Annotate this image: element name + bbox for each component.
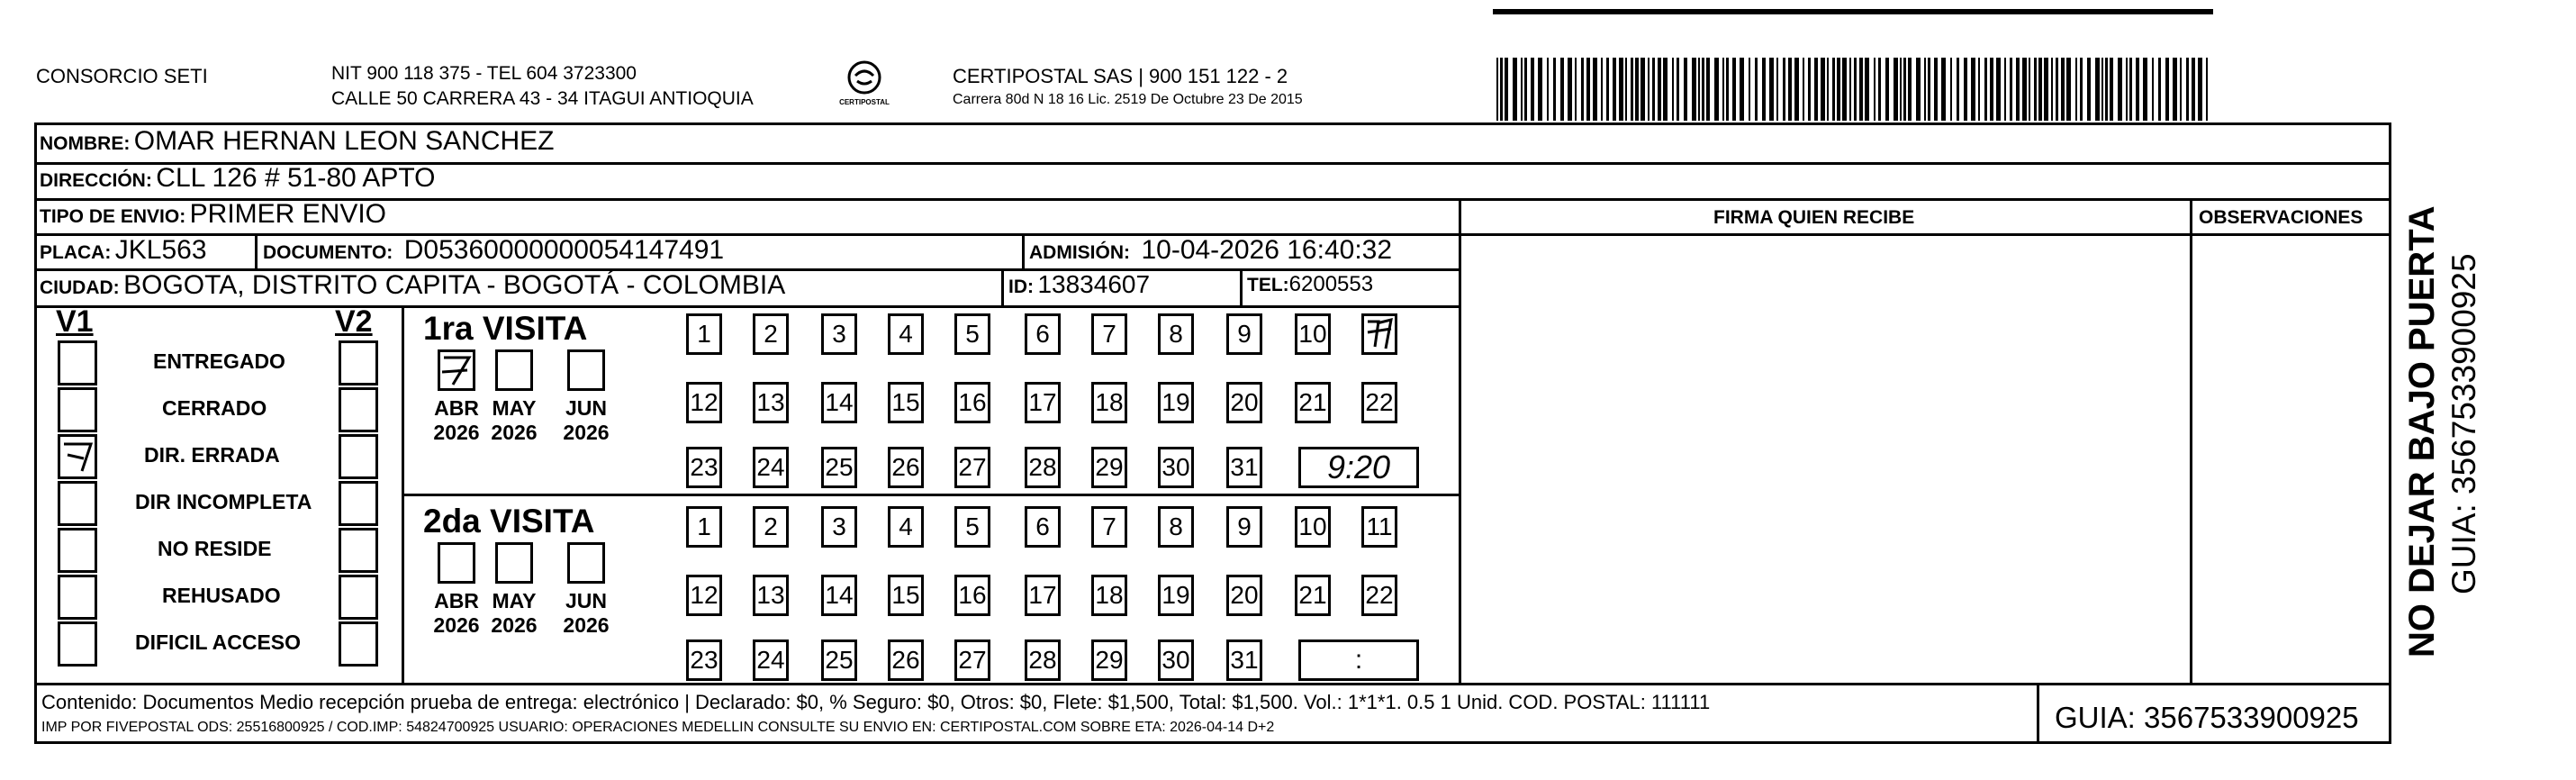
- barcode-bar: [1941, 58, 1946, 121]
- barcode-bar: [2129, 58, 2132, 121]
- barcode-bar: [1885, 58, 1889, 121]
- day-box[interactable]: 7: [1091, 313, 1127, 355]
- month-year: 2026: [563, 421, 610, 444]
- barcode-bar: [1950, 58, 1952, 121]
- barcode-bar: [2126, 58, 2128, 121]
- day-box[interactable]: 8: [1158, 506, 1194, 548]
- barcode-bar: [1553, 58, 1556, 121]
- v2-checkbox[interactable]: [339, 575, 378, 620]
- barcode-bar: [2029, 58, 2030, 121]
- day-box[interactable]: 11: [1361, 506, 1397, 548]
- day-box[interactable]: 20: [1226, 382, 1262, 423]
- barcode-bar: [1500, 58, 1503, 121]
- day-box[interactable]: 27: [954, 447, 990, 488]
- month-label: [555, 396, 618, 445]
- barcode-bar: [1894, 58, 1898, 121]
- month-checkbox[interactable]: [495, 542, 533, 584]
- day-box[interactable]: 26: [888, 639, 924, 681]
- barcode-bar: [1854, 58, 1857, 121]
- month-name: MAY: [492, 589, 537, 612]
- barcode-bar: [1849, 58, 1851, 121]
- barcode-bar: [1652, 58, 1655, 121]
- day-box[interactable]: 14: [821, 575, 857, 616]
- nit-line-1: NIT 900 118 375 - TEL 604 3723300: [331, 63, 637, 84]
- barcode-bar: [1821, 58, 1825, 121]
- barcode-bar: [1755, 58, 1758, 121]
- v1-checkbox[interactable]: [58, 528, 97, 573]
- month-checkbox[interactable]: [567, 349, 605, 391]
- day-box[interactable]: 4: [888, 506, 924, 548]
- v2-checkbox[interactable]: [339, 340, 378, 385]
- day-box[interactable]: 29: [1091, 447, 1127, 488]
- barcode-bar: [1684, 58, 1687, 121]
- month-name: MAY: [492, 396, 537, 420]
- status-option-label: ENTREGADO: [153, 349, 285, 373]
- month-year: 2026: [433, 421, 480, 444]
- second-visit-label: 2da VISITA: [423, 503, 595, 540]
- ciudad-cell: [40, 270, 785, 301]
- status-option-label: CERRADO: [162, 396, 267, 420]
- tel-cell: [1247, 272, 1373, 297]
- barcode-bar: [1496, 58, 1498, 121]
- barcode-bar: [2158, 58, 2161, 121]
- day-box[interactable]: 19: [1158, 382, 1194, 423]
- tel-label: TEL:: [1247, 275, 1289, 295]
- barcode-bar: [1874, 58, 1876, 121]
- day-box[interactable]: 18: [1091, 382, 1127, 423]
- barcode-bar: [1732, 58, 1736, 121]
- barcode-bar: [1631, 58, 1633, 121]
- month-name: ABR: [434, 396, 479, 420]
- day-box[interactable]: 8: [1158, 313, 1194, 355]
- status-option-label: NO RESIDE: [158, 537, 272, 560]
- barcode-bar: [2110, 58, 2113, 121]
- day-box[interactable]: 28: [1025, 447, 1061, 488]
- direccion-label: DIRECCIÓN:: [40, 170, 152, 191]
- barcode-bar: [2087, 58, 2091, 121]
- day-box[interactable]: 3: [821, 313, 857, 355]
- day-box[interactable]: 16: [954, 382, 990, 423]
- month-name: JUN: [565, 589, 607, 612]
- day-box[interactable]: [1361, 313, 1397, 355]
- barcode-bar: [1788, 58, 1792, 121]
- admision-value: 10-04-2026 16:40:32: [1141, 235, 1393, 265]
- admision-cell: [1029, 235, 1392, 266]
- v1-label: V1: [56, 304, 94, 339]
- documento-cell: [263, 235, 724, 266]
- nombre-label: NOMBRE:: [40, 133, 131, 154]
- nit-line-2: CALLE 50 CARRERA 43 - 34 ITAGUI ANTIOQUIA: [331, 88, 754, 109]
- form-frame: [34, 122, 2391, 744]
- firma-label: FIRMA QUIEN RECIBE: [1713, 207, 1915, 228]
- day-box[interactable]: 10: [1295, 506, 1331, 548]
- barcode-bar: [1625, 58, 1627, 121]
- barcode-bar: [2136, 58, 2139, 121]
- barcode-bar: [1658, 58, 1661, 121]
- barcode-bar: [1560, 58, 1564, 121]
- month-name: ABR: [434, 589, 479, 612]
- v2-checkbox[interactable]: [339, 481, 378, 526]
- barcode-bar: [1996, 58, 2001, 121]
- barcode-bar: [2034, 58, 2037, 121]
- v2-checkbox[interactable]: [339, 528, 378, 573]
- direccion-value: CLL 126 # 51-80 APTO: [156, 163, 436, 193]
- day-box[interactable]: 9: [1226, 506, 1262, 548]
- certipostal-line-1: CERTIPOSTAL SAS | 900 151 122 - 2: [953, 65, 1288, 87]
- day-box[interactable]: 26: [888, 447, 924, 488]
- v1-checkbox[interactable]: [58, 340, 97, 385]
- barcode-bar: [2173, 58, 2177, 121]
- barcode-top-line: [1493, 9, 2213, 14]
- barcode-bar: [1859, 58, 1863, 121]
- month-name: JUN: [565, 396, 607, 420]
- day-box[interactable]: 15: [888, 575, 924, 616]
- barcode-bar: [1832, 58, 1835, 121]
- tipo-value: PRIMER ENVIO: [189, 199, 387, 229]
- admision-label: ADMISIÓN:: [1029, 242, 1130, 263]
- documento-label: DOCUMENTO:: [263, 242, 393, 263]
- day-box[interactable]: 4: [888, 313, 924, 355]
- day-box[interactable]: 17: [1025, 382, 1061, 423]
- ciudad-label: CIUDAD:: [40, 277, 120, 298]
- barcode-bar: [1908, 58, 1912, 121]
- logo-text: CERTIPOSTAL: [839, 98, 890, 106]
- month-year: 2026: [433, 613, 480, 637]
- barcode-bar: [2080, 58, 2083, 121]
- day-box[interactable]: 31: [1226, 639, 1262, 681]
- barcode-bar: [1865, 58, 1869, 121]
- barcode-bar: [2016, 58, 2020, 121]
- barcode-bar: [1635, 58, 1639, 121]
- barcode-bar: [1677, 58, 1679, 121]
- day-box[interactable]: 28: [1025, 639, 1061, 681]
- barcode-bar: [1601, 58, 1603, 121]
- barcode-bar: [2198, 58, 2202, 121]
- barcode-bar: [1903, 58, 1906, 121]
- day-box[interactable]: 24: [753, 639, 789, 681]
- v1-checkbox[interactable]: [58, 621, 97, 667]
- barcode-bar: [1803, 58, 1804, 121]
- day-box[interactable]: 24: [753, 447, 789, 488]
- v1-checkbox[interactable]: [58, 434, 97, 479]
- day-box[interactable]: 29: [1091, 639, 1127, 681]
- barcode-bar: [2095, 58, 2100, 121]
- barcode-bar: [1521, 58, 1523, 121]
- day-box[interactable]: 30: [1158, 447, 1194, 488]
- day-box[interactable]: 23: [686, 447, 722, 488]
- month-checkbox[interactable]: [438, 349, 475, 391]
- barcode-bar: [2004, 58, 2006, 121]
- barcode-bar: [1783, 58, 1785, 121]
- barcode-bar: [1878, 58, 1881, 121]
- month-label: [555, 589, 618, 638]
- barcode-bar: [1814, 58, 1818, 121]
- barcode-bar: [2044, 58, 2048, 121]
- barcode-bar: [1964, 58, 1967, 121]
- documento-value: D05360000000054147491: [403, 235, 725, 265]
- barcode-bar: [1538, 58, 1542, 121]
- v2-label: V2: [335, 304, 373, 339]
- day-box[interactable]: 30: [1158, 639, 1194, 681]
- day-box[interactable]: 10: [1295, 313, 1331, 355]
- day-box[interactable]: 20: [1226, 575, 1262, 616]
- barcode-bar: [2152, 58, 2154, 121]
- day-box[interactable]: 21: [1295, 382, 1331, 423]
- barcode-bar: [2010, 58, 2012, 121]
- barcode-bar: [1769, 58, 1774, 121]
- day-box[interactable]: 25: [821, 447, 857, 488]
- v2-checkbox[interactable]: [339, 621, 378, 667]
- barcode-bar: [1984, 58, 1987, 121]
- barcode-bar: [1827, 58, 1829, 121]
- barcode-bar: [1776, 58, 1778, 121]
- barcode-bar: [1531, 58, 1534, 121]
- nombre-row: [40, 126, 555, 157]
- day-box[interactable]: 9: [1226, 313, 1262, 355]
- barcode-bar: [1749, 58, 1750, 121]
- day-box[interactable]: 1: [686, 506, 722, 548]
- day-box[interactable]: 3: [821, 506, 857, 548]
- barcode-bar: [1702, 58, 1704, 121]
- day-box[interactable]: 27: [954, 639, 990, 681]
- direccion-row: [40, 163, 436, 194]
- status-option-label: REHUSADO: [162, 584, 281, 607]
- nombre-value: OMAR HERNAN LEON SANCHEZ: [133, 126, 555, 156]
- status-option-label: DIR INCOMPLETA: [135, 490, 312, 513]
- certipostal-line-2: Carrera 80d N 18 16 Lic. 2519 De Octubre 23 De 2015: [953, 92, 1303, 107]
- barcode-bar: [1672, 58, 1674, 121]
- v1-checkbox[interactable]: [58, 387, 97, 432]
- id-label: ID:: [1008, 277, 1034, 297]
- barcode-bar: [1971, 58, 1975, 121]
- barcode-bar: [1593, 58, 1597, 121]
- ciudad-value: BOGOTA, DISTRITO CAPITA - BOGOTÁ - COLOMBIA: [123, 270, 786, 300]
- day-box[interactable]: 6: [1025, 313, 1061, 355]
- barcode-bar: [2038, 58, 2042, 121]
- certipostal-logo: [836, 58, 893, 113]
- barcode-bar: [2118, 58, 2122, 121]
- barcode-bar: [1692, 58, 1696, 121]
- month-label: [483, 589, 546, 638]
- status-option-label: DIR. ERRADA: [144, 443, 280, 467]
- side-guia: GUIA: 3567533900925: [2445, 253, 2482, 594]
- barcode-bar: [2206, 58, 2208, 121]
- barcode-bar: [1924, 58, 1926, 121]
- barcode-bar: [1808, 58, 1811, 121]
- day-box[interactable]: 19: [1158, 575, 1194, 616]
- month-label: [425, 396, 488, 445]
- day-box[interactable]: 1: [686, 313, 722, 355]
- month-year: 2026: [491, 613, 538, 637]
- barcode-bar: [1524, 58, 1527, 121]
- barcode-bar: [1928, 58, 1930, 121]
- tipo-row: [40, 199, 386, 230]
- barcode-bar: [1978, 58, 1980, 121]
- day-box[interactable]: 12: [686, 382, 722, 423]
- v2-checkbox[interactable]: [339, 434, 378, 479]
- v1-checkbox[interactable]: [58, 575, 97, 620]
- month-year: 2026: [491, 421, 538, 444]
- barcode-bar: [1606, 58, 1609, 121]
- barcode-bar: [2075, 58, 2077, 121]
- footer-print-line: IMP POR FIVEPOSTAL ODS: 25516800925 / COD.IMP: 54824700925 USUARIO: OPERACIONES MEDELLIN CONSULTE SU ENVIO EN: CERTIPOSTAL.COM SOBRE ETA: 2026-04-14 D+2: [41, 720, 1275, 735]
- barcode-bar: [2143, 58, 2147, 121]
- barcode-bar: [2105, 58, 2108, 121]
- month-year: 2026: [563, 613, 610, 637]
- day-box[interactable]: 2: [753, 313, 789, 355]
- day-box[interactable]: 13: [753, 382, 789, 423]
- barcode-bar: [1837, 58, 1840, 121]
- day-box[interactable]: 13: [753, 575, 789, 616]
- month-label: [425, 589, 488, 638]
- barcode-bar: [1698, 58, 1700, 121]
- barcode-bar: [1957, 58, 1959, 121]
- barcode-bar: [1794, 58, 1799, 121]
- barcode-bar: [1648, 58, 1650, 121]
- day-box[interactable]: 22: [1361, 575, 1397, 616]
- barcode-bar: [1722, 58, 1724, 121]
- barcode-bar: [2022, 58, 2027, 121]
- barcode-bar: [2186, 58, 2189, 121]
- barcode-bar: [1547, 58, 1549, 121]
- footer-guia: GUIA: 3567533900925: [2055, 701, 2359, 734]
- barcode-bar: [2180, 58, 2182, 121]
- barcode-bar: [1619, 58, 1623, 121]
- barcode-bar: [2101, 58, 2103, 121]
- barcode-bar: [1581, 58, 1584, 121]
- barcode: [1496, 58, 2217, 121]
- day-box[interactable]: 16: [954, 575, 990, 616]
- day-box[interactable]: 15: [888, 382, 924, 423]
- company-name: CONSORCIO SETI: [36, 65, 208, 87]
- day-box[interactable]: 23: [686, 639, 722, 681]
- day-box[interactable]: 17: [1025, 575, 1061, 616]
- barcode-bar: [2192, 58, 2195, 121]
- day-box[interactable]: 2: [753, 506, 789, 548]
- placa-label: PLACA:: [40, 242, 112, 263]
- day-box[interactable]: 5: [954, 506, 990, 548]
- day-box[interactable]: 7: [1091, 506, 1127, 548]
- barcode-bar: [1568, 58, 1572, 121]
- barcode-bar: [1714, 58, 1719, 121]
- id-value: 13834607: [1037, 270, 1151, 298]
- barcode-bar: [1916, 58, 1921, 121]
- day-box[interactable]: 5: [954, 313, 990, 355]
- barcode-bar: [1575, 58, 1577, 121]
- barcode-bar: [1740, 58, 1744, 121]
- placa-cell: [40, 235, 207, 266]
- month-checkbox[interactable]: [495, 349, 533, 391]
- barcode-bar: [1513, 58, 1517, 121]
- barcode-bar: [1842, 58, 1847, 121]
- barcode-bar: [2056, 58, 2058, 121]
- v2-checkbox[interactable]: [339, 387, 378, 432]
- barcode-bar: [1762, 58, 1766, 121]
- month-checkbox[interactable]: [438, 542, 475, 584]
- day-box[interactable]: 14: [821, 382, 857, 423]
- tel-value: 6200553: [1288, 272, 1374, 296]
- side-warning: NO DEJAR BAJO PUERTA: [2402, 205, 2442, 658]
- day-box[interactable]: 25: [821, 639, 857, 681]
- barcode-bar: [1613, 58, 1616, 121]
- day-box[interactable]: 21: [1295, 575, 1331, 616]
- barcode-bar: [1900, 58, 1902, 121]
- footer-content-line: Contenido: Documentos Medio recepción prueba de entrega: electrónico | Declarado: $0, % Seguro: $0, Otros: $0, Flete: $1,500, Total: $1,500. Vol.: 1*1*1. 0.5 1 Unid. COD. POSTAL: 111111: [41, 691, 1711, 713]
- day-box[interactable]: 18: [1091, 575, 1127, 616]
- tipo-label: TIPO DE ENVIO:: [40, 206, 186, 227]
- barcode-bar: [1934, 58, 1938, 121]
- barcode-bar: [1990, 58, 1993, 121]
- barcode-bar: [2165, 58, 2169, 121]
- barcode-bar: [1663, 58, 1668, 121]
- barcode-bar: [1641, 58, 1645, 121]
- placa-value: JKL563: [114, 235, 207, 265]
- month-checkbox[interactable]: [567, 542, 605, 584]
- month-label: [483, 396, 546, 445]
- day-box[interactable]: 12: [686, 575, 722, 616]
- barcode-bar: [1706, 58, 1710, 121]
- barcode-bar: [2051, 58, 2053, 121]
- day-box[interactable]: 31: [1226, 447, 1262, 488]
- day-box[interactable]: 6: [1025, 506, 1061, 548]
- barcode-bar: [2061, 58, 2065, 121]
- barcode-bar: [1505, 58, 1508, 121]
- id-cell: [1008, 270, 1150, 299]
- barcode-bar: [1586, 58, 1590, 121]
- time-box[interactable]: :: [1298, 639, 1419, 681]
- barcode-bar: [1726, 58, 1729, 121]
- time-box[interactable]: 9:20: [1298, 447, 1419, 488]
- status-option-label: DIFICIL ACCESO: [135, 630, 302, 654]
- observaciones-label: OBSERVACIONES: [2199, 207, 2364, 228]
- first-visit-label: 1ra VISITA: [423, 310, 588, 347]
- barcode-bar: [2066, 58, 2071, 121]
- v1-checkbox[interactable]: [58, 481, 97, 526]
- day-box[interactable]: 22: [1361, 382, 1397, 423]
